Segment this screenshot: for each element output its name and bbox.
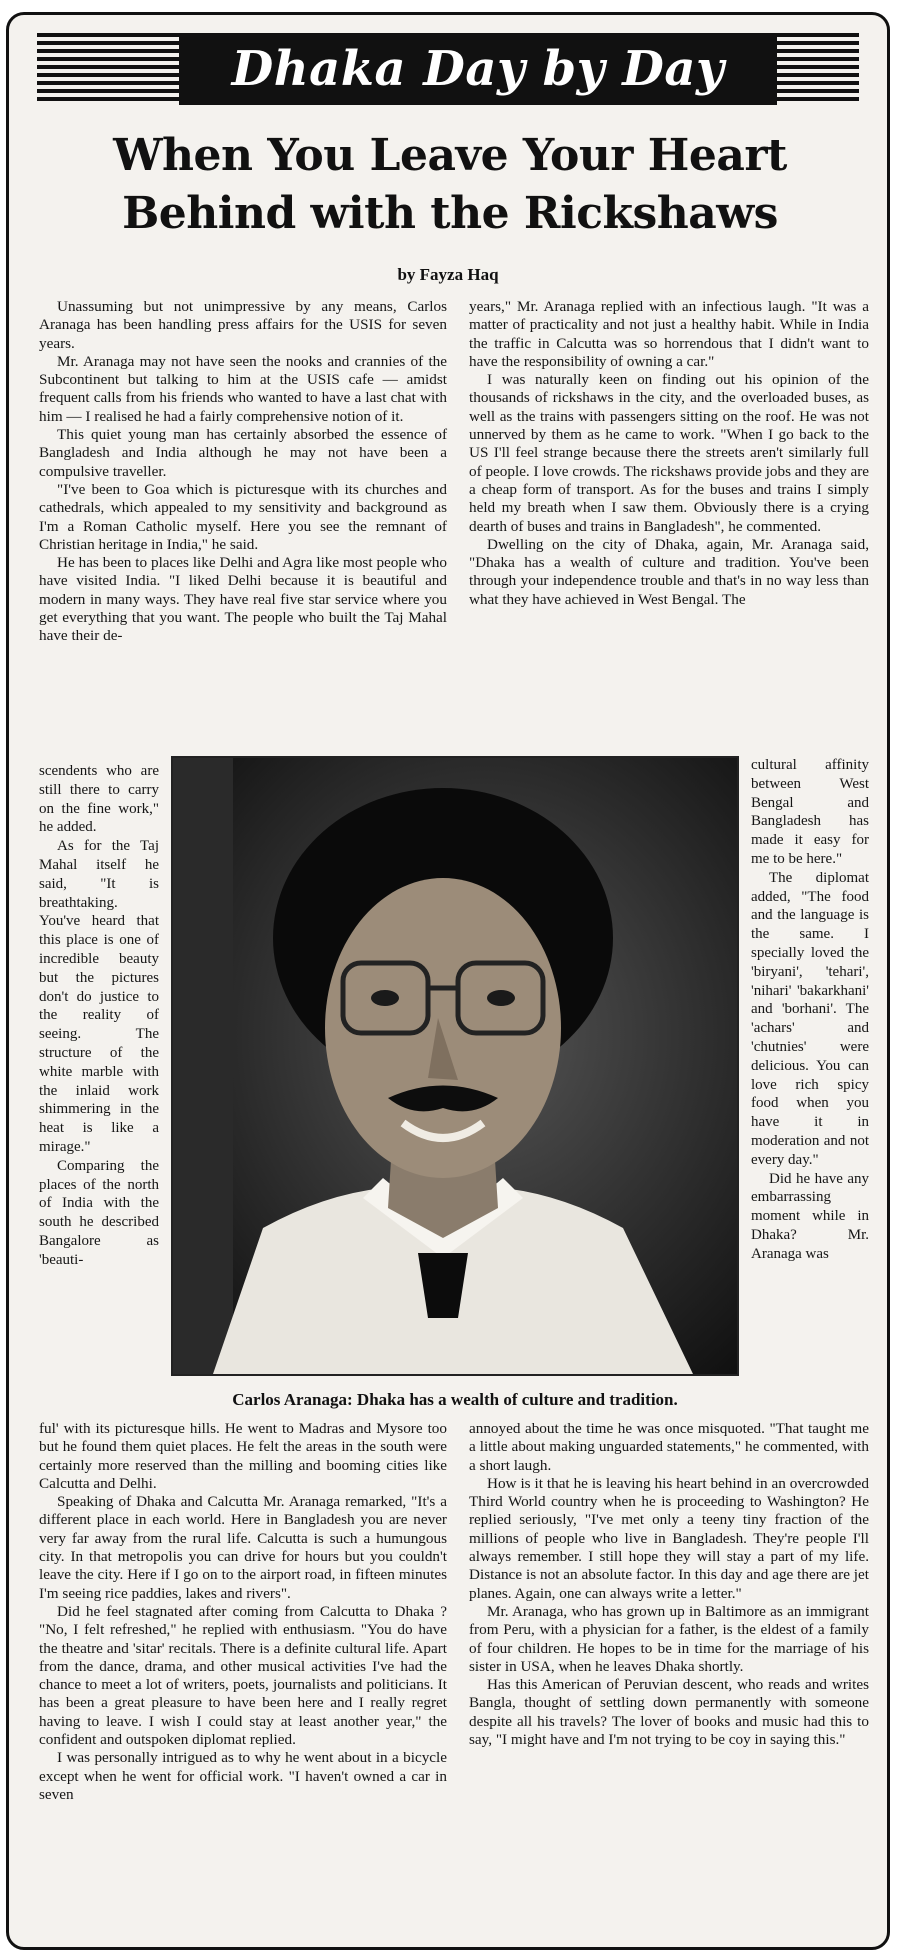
kicker-box <box>179 33 777 105</box>
paragraph: "I've been to Goa which is picturesque with its churches and cathedrals, which appealed to my sensitivity and background as I'm a Roman Catholic myself. Here you see the remnant of Christian heritage in India," he said. <box>39 480 447 553</box>
paragraph: Comparing the places of the north of India with the south he described Bangalore as 'beauti- <box>39 1157 159 1268</box>
paragraph: He has been to places like Delhi and Agra like most people who have visited India. "I liked Delhi because it is beautiful and modern in many ways. They have real five star service where you get everything that you want. The people who built the Taj Mahal have their de- <box>39 554 447 645</box>
paragraph: I was naturally keen on finding out his opinion of the thousands of rickshaws in the city, and the overloaded buses, as well as the trains with passengers sitting on the roof. He was not unnerved by them as he came to work. "When I go back to the US I'll feel strange because there the streets aren't similarly full of people. I love crowds. The rickshaws provide jobs and they are a cheap form of transport. As for the buses and trains I simply held my breath when I saw them. Obviously there is a crying dearth of buses and trains in Bangladesh", he commented. <box>469 371 869 535</box>
photo-caption: Carlos Aranaga: Dhaka has a wealth of culture and tradition. <box>232 1390 678 1409</box>
paragraph: annoyed about the time he was once misquoted. "That taught me a little about making unguarded statements," he commented, with a short laugh. <box>469 1420 869 1474</box>
portrait-photo <box>171 756 739 1376</box>
byline: by Fayza Haq <box>397 265 499 284</box>
header-band <box>37 33 859 105</box>
paragraph: Dwelling on the city of Dhaka, again, Mr. Aranaga said, "Dhaka has a wealth of culture and tradition. You've been through your independence trouble and that's in no way less than what they have achieved in West Bengal. The <box>469 535 869 608</box>
column-right-narrow <box>751 756 869 1264</box>
headline-line-2: Behind with the Rickshaws <box>122 188 778 239</box>
headline-line-1: When You Leave Your Heart <box>113 130 787 181</box>
paragraph: cultural affinity between West Bengal and Bangladesh has made it easy for me to be here." <box>751 757 869 867</box>
paragraph: Speaking of Dhaka and Calcutta Mr. Aranaga remarked, "It's a different place in each world. Here in Bangladesh you are never very far away from the rural life. Calcutta is such a humungous city. In that metropolis you can drive for hours but you couldn't leave the city. Here if I go on to the airport road, in fifteen minutes I'm seeing rice paddies, lakes and rivers". <box>39 1493 447 1602</box>
paragraph: I was personally intrigued as to why he went about in a bicycle except when he went for official work. "I haven't owned a car in seven <box>39 1749 447 1803</box>
paragraph: Did he have any embarrassing moment while in Dhaka? Mr. Aranaga was <box>751 1170 869 1262</box>
column-left-top <box>39 298 447 646</box>
portrait-illustration <box>173 758 737 1374</box>
paragraph: Unassuming but not unimpressive by any means, Carlos Aranaga has been handling press affairs for the USIS for seven years. <box>39 298 447 352</box>
paragraph: Did he feel stagnated after coming from Calcutta to Dhaka ? "No, I felt refreshed," he replied with enthusiasm. "You do have the theatre and 'sitar' recitals. There is a definite cultural life. Apart from the dance, drama, and other musical activities I've had the chance to meet a lot of writers, poets, journalists and politicians. It has been a great pleasure to have been here and I really regret having to leave. I wish I could stay at least another year," the confident and outspoken diplomat replied. <box>39 1602 447 1749</box>
paragraph: years," Mr. Aranaga replied with an infectious laugh. "It was a matter of practicality and not just a healthy habit. While in India the traffic in Calcutta was so horrendous that I didn't want to have the responsibility of owning a car." <box>469 298 869 370</box>
paragraph: Has this American of Peruvian descent, who reads and writes Bangla, thought of settling down permanently with someone despite all his travels? The lover of books and music had this to say, "I might have and I'm not trying to be coy in saying this." <box>469 1676 869 1749</box>
paragraph: ful' with its picturesque hills. He went to Madras and Mysore too but he found them quiet places. He felt the areas in the south were certainly more reserved than the milling and booming cities like Calcutta and Delhi. <box>39 1420 447 1492</box>
paragraph: The diplomat added, "The food and the language is the same. I specially loved the 'biryani', 'tehari', 'nihari' 'bakarkhani' and 'borhani'. The 'achars' and 'chutnies' were delicious. You can love rich spicy food when you have it in moderation and not every day." <box>751 869 869 1168</box>
column-left-bottom <box>39 1420 447 1804</box>
paragraph: This quiet young man has certainly absorbed the essence of Bangladesh and India although he may not have been a compulsive traveller. <box>39 426 447 480</box>
paragraph: How is it that he is leaving his heart behind in an overcrowded Third World country when he is proceeding to Washington? He replied seriously, "I've met only a teeny tiny fraction of the millions of people who live in Bangladesh. They're people I'll always remember. I still hope they will stay a part of my life. Distance is not an absolute factor. In this day and age there are jet planes. Again, one can always write a letter." <box>469 1474 869 1602</box>
column-right-top <box>469 298 869 609</box>
paragraph: scendents who are still there to carry on the fine work," he added. <box>39 763 159 836</box>
paragraph: As for the Taj Mahal itself he said, "It is breathtaking. You've heard that this place is one of incredible beauty but the pictures don't do justice to the reality of seeing. The structure of the white marble with the inlaid work shimmering in the heat is like a mirage." <box>39 838 159 1155</box>
paragraph: Mr. Aranaga, who has grown up in Baltimore as an immigrant from Peru, with a physician for a father, is the eldest of a family of four children. He hopes to be in time for the marriage of his sister in USA, when he leaves Dhaka shortly. <box>469 1602 869 1675</box>
column-left-narrow <box>39 762 159 1270</box>
newspaper-clipping <box>6 12 890 1950</box>
paragraph: Mr. Aranaga may not have seen the nooks and crannies of the Subcontinent but talking to him at the USIS cafe — amidst frequent calls from his friends who wanted to have a last chat with him — I realised he had a fairly comprehensive notion of it. <box>39 352 447 425</box>
column-right-bottom <box>469 1420 869 1749</box>
column-kicker: Dhaka Day by Day <box>231 41 725 97</box>
